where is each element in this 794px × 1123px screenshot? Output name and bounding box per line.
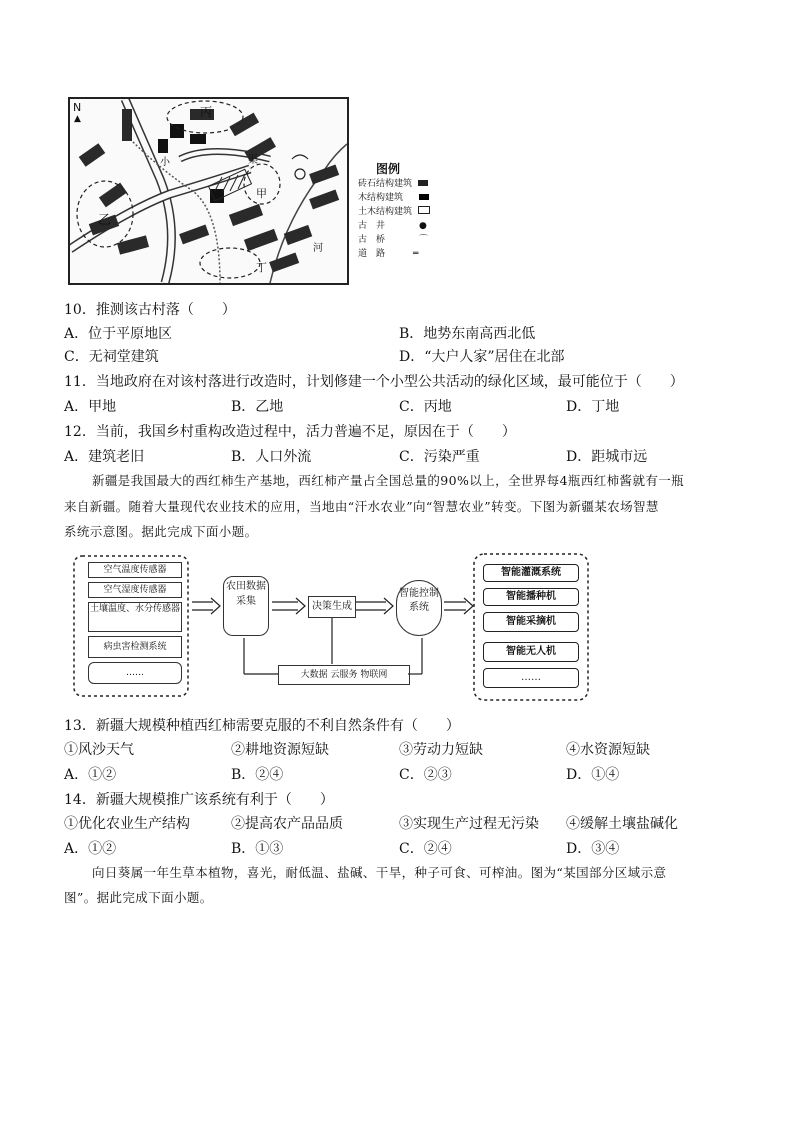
intro3-line2: 图”。据此完成下面小题。 [64,890,213,905]
q10-option-d: D．“大户人家”居住在北部 [399,349,565,365]
well-icon: ● [419,221,427,231]
legend-item-earth: 土木结构建筑 [358,205,448,219]
q11-option-a: A．甲地 [64,399,117,415]
north-arrow-icon: ▲ [74,114,81,124]
device-picker: 智能采摘机 [483,612,579,632]
q10-option-b: B．地势东南高西北低 [399,326,536,342]
q14-stem: 14．新疆大规模推广该系统有利于（ ） [64,792,334,808]
q11-option-c: C．丙地 [399,399,452,415]
q14-item-4: ④缓解土壤盐碱化 [566,816,678,832]
q12-option-c: C．污染严重 [399,449,480,465]
bigdata-box: 大数据 云服务 物联网 [278,665,410,685]
q11-stem: 11．当地政府在对该村落进行改造时，计划修建一个小型公共活动的绿化区域，最可能位于（ ） [64,374,684,390]
q13-option-b: B．②④ [231,767,284,783]
q14-option-a: A．①② [64,841,117,857]
q13-option-c: C．②③ [399,767,452,783]
q10-stem: 10．推测该古村落（ ） [64,302,236,318]
north-arrow-label: N [73,101,82,114]
bridge-icon: ⌒ [419,235,429,245]
device-drone: 智能无人机 [483,642,579,662]
decision-box: 决策生成 [308,596,356,618]
q12-stem: 12．当前，我国乡村重构改造过程中，活力普遍不足，原因在于（ ） [64,424,516,440]
device-irrigation: 智能灌溉系统 [483,564,579,582]
map-label-ding: 丁 [256,261,267,274]
q11-option-d: D．丁地 [566,399,620,415]
legend-item-wood: 木结构建筑 [358,191,448,205]
sensor-soil: 土壤温度、水分传感器 [88,602,182,632]
village-map [68,97,349,285]
q14-item-2: ②提高农产品品质 [231,816,343,832]
map-label-yi: 乙 [98,213,112,228]
device-more: …… [483,668,579,688]
sensor-list [88,562,182,684]
map-label-xiao: 小 [160,157,170,168]
map-label-bing: 丙 [200,105,213,119]
brick-icon [418,180,428,186]
map-label-qu: 渠 [248,155,258,166]
map-label-jia: 甲 [256,187,267,200]
map-legend [358,160,448,261]
q13-option-d: D．①④ [566,767,620,783]
legend-item-brick: 砖石结构建筑 [358,177,448,191]
sensor-pest: 病虫害检测系统 [88,636,182,658]
legend-item-road: 道 路 ═ [358,249,419,259]
smart-farm-diagram [68,548,595,708]
q14-option-b: B．①③ [231,841,284,857]
q13-item-1: ①风沙天气 [64,742,134,758]
q14-item-1: ①优化农业生产结构 [64,816,190,832]
q13-item-2: ②耕地资源短缺 [231,742,329,758]
village-map-drawing [70,99,347,283]
control-system-box: 智能控制系统 [396,580,442,636]
q13-option-a: A．①② [64,767,117,783]
q10-option-c: C．无祠堂建筑 [64,349,159,365]
intro2-line2: 来自新疆。随着大量现代农业技术的应用，当地由“汗水农业”向“智慧农业”转变。下图为新疆某农场智慧 [64,499,659,514]
hatch-icon [418,206,430,214]
q13-item-4: ④水资源短缺 [566,742,650,758]
legend-title: 图例 [376,162,401,176]
q12-option-d: D．距城市远 [566,449,648,465]
q10-option-a: A．位于平原地区 [64,326,173,342]
device-seeder: 智能播种机 [483,588,579,606]
intro3-line1: 向日葵属一年生草本植物，喜光，耐低温、盐碱、干旱，种子可食、可榨油。图为“某国部分区域示意 [92,865,667,880]
q14-option-c: C．②④ [399,841,452,857]
device-list [483,564,579,688]
q14-option-d: D．③④ [566,841,620,857]
q13-stem: 13．新疆大规模种植西红柿需要克服的不利自然条件有（ ） [64,718,460,734]
legend-item-well: 古 井 ● [358,221,427,231]
q11-option-b: B．乙地 [231,399,284,415]
road-icon: ═ [413,249,419,259]
intro2-line1: 新疆是我国最大的西红柿生产基地，西红柿产量占全国总量的90%以上，全世界每4瓶西红柿酱就有一瓶 [92,473,685,488]
wood-icon [419,194,429,200]
intro2-line3: 系统示意图。据此完成下面小题。 [64,524,258,539]
q13-item-3: ③劳动力短缺 [399,742,483,758]
sensor-air-temp: 空气温度传感器 [88,562,182,578]
q12-option-a: A．建筑老旧 [64,449,145,465]
legend-item-bridge: 古 桥 ⌒ [358,235,429,245]
q14-item-3: ③实现生产过程无污染 [399,816,539,832]
map-label-he: 河 [313,243,323,254]
sensor-air-humidity: 空气湿度传感器 [88,582,182,598]
q12-option-b: B．人口外流 [231,449,312,465]
data-collection-box: 农田数据采集 [223,576,269,636]
sensor-more: …… [88,662,182,684]
